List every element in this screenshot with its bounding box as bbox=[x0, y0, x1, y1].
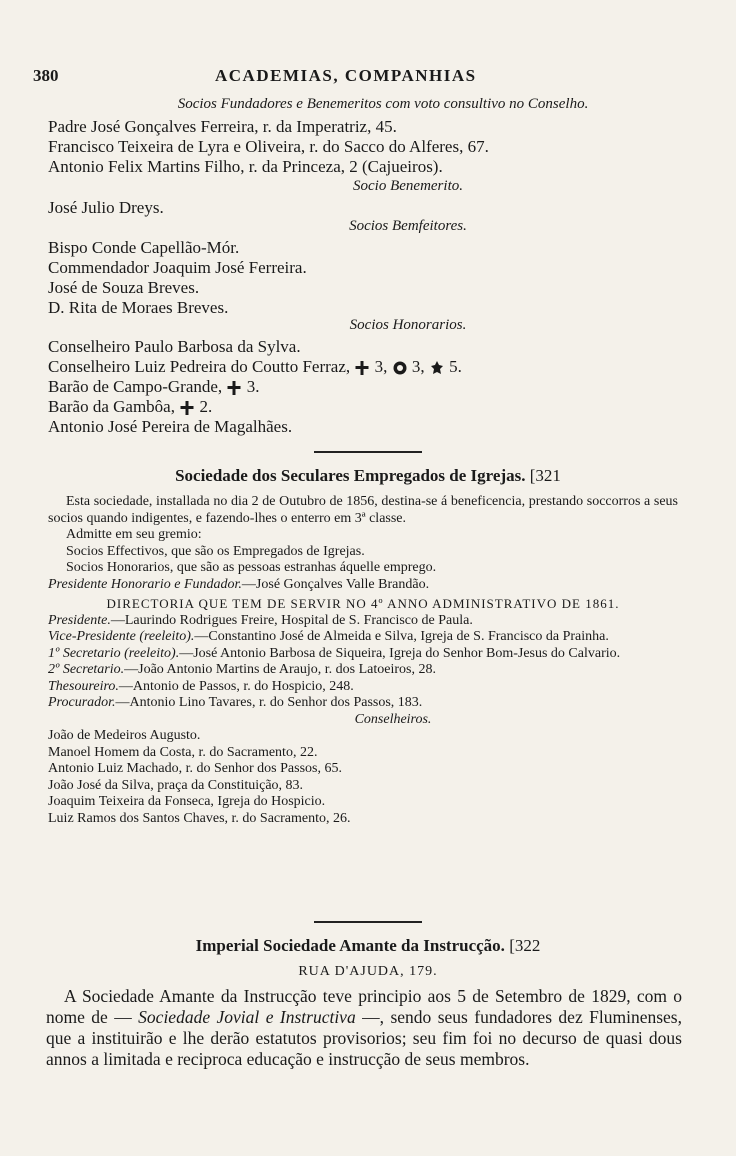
role-holder: —José Antonio Barbosa de Siqueira, Igreja do Senhor Bom-Jesus do Calvario. bbox=[179, 645, 621, 661]
conselheiros-heading: Conselheiros. bbox=[354, 711, 432, 727]
running-title: ACADEMIAS, COMPANHIAS bbox=[215, 66, 477, 85]
role-holder: —Laurindo Rodrigues Freire, Hospital de S. Francisco de Paula. bbox=[110, 612, 473, 628]
society-description bbox=[48, 494, 678, 827]
role-label: Presidente. bbox=[48, 612, 111, 628]
entry-ref: [321 bbox=[529, 466, 561, 485]
role-holder: —Antonio de Passos, r. do Hospicio, 248. bbox=[118, 678, 354, 694]
bemfeitores-list bbox=[48, 238, 307, 318]
list-item: Luiz Ramos dos Santos Chaves, r. do Sacramento, 26. bbox=[48, 810, 351, 826]
list-item: Francisco Teixeira de Lyra e Oliveira, r. do Sacco do Alferes, 67. bbox=[48, 137, 489, 156]
body-text: A Sociedade Amante da Instrucção teve principio aos 5 de Setembro de 1829, com o nome de — bbox=[46, 986, 682, 1027]
body-text: —, sendo seus fundadores dez Fluminenses, que a instituirão e lhe derão estatutos provisorios; seu fim foi no decurso de quasi dous annos a limitada e reciproca educação e instrucção de seus membros. bbox=[46, 1007, 682, 1069]
section-title bbox=[0, 466, 736, 486]
list-item bbox=[48, 357, 462, 377]
society-history bbox=[46, 986, 682, 1070]
role-label: 2º Secretario. bbox=[48, 662, 125, 677]
order-cross-icon bbox=[179, 400, 195, 416]
honorarios-line: Socios Honorarios, que são as pessoas estranhas áquelle emprego. bbox=[66, 560, 437, 575]
intro-paragraph: Esta sociedade, installada no dia 2 de Outubro de 1856, destina-se á beneficencia, prestando soccorros a seus socios quando indigentes, e fazendo-lhes o enterro em 3ª classe. bbox=[48, 494, 678, 526]
decoration-grade: 3. bbox=[246, 377, 260, 396]
officer-entry bbox=[48, 679, 678, 696]
list-item: Antonio Luiz Machado, r. do Senhor dos Passos, 65. bbox=[48, 761, 342, 776]
order-star-icon bbox=[392, 360, 408, 376]
role-label: 1º Secretario (reeleito). bbox=[48, 645, 180, 661]
list-item: Commendador Joaquim José Ferreira. bbox=[48, 258, 307, 277]
order-cross-icon bbox=[354, 360, 370, 376]
founders-list bbox=[48, 117, 489, 177]
benemerito-list bbox=[48, 198, 164, 218]
list-item: José de Souza Breves. bbox=[48, 278, 200, 297]
directoria-heading: DIRECTORIA QUE TEM DE SERVIR NO 4º ANNO ADMINISTRATIVO DE 1861. bbox=[106, 596, 620, 611]
list-item bbox=[48, 377, 462, 397]
society-address: RUA D'AJUDA, 179. bbox=[298, 964, 438, 979]
role-holder: —José Gonçalves Valle Brandão. bbox=[241, 576, 430, 592]
list-item: Conselheiro Paulo Barbosa da Sylva. bbox=[48, 337, 301, 356]
decoration-grade: 3, bbox=[374, 357, 388, 376]
presidente-honorario bbox=[48, 577, 678, 594]
role-label: Procurador. bbox=[48, 695, 116, 710]
list-item: José Julio Dreys. bbox=[48, 198, 164, 217]
list-item: João de Medeiros Augusto. bbox=[48, 728, 201, 743]
honorarios-heading: Socios Honorarios. bbox=[349, 317, 467, 333]
society-name: Sociedade dos Seculares Empregados de Igrejas. bbox=[175, 466, 526, 485]
decoration-grade: 3, bbox=[411, 357, 425, 376]
role-holder: —Constantino José de Almeida e Silva, Igreja de S. Francisco da Prainha. bbox=[194, 629, 609, 644]
honorarios-list bbox=[48, 337, 462, 437]
efectivos-line: Socios Effectivos, que são os Empregados de Igrejas. bbox=[66, 543, 365, 559]
officer-entry bbox=[48, 613, 678, 630]
list-item: Manoel Homem da Costa, r. do Sacramento, 22. bbox=[48, 744, 318, 760]
benemerito-heading: Socio Benemerito. bbox=[353, 178, 463, 194]
order-rose-icon bbox=[429, 360, 445, 376]
list-item: Antonio José Pereira de Magalhães. bbox=[48, 417, 293, 436]
list-item: Padre José Gonçalves Ferreira, r. da Imperatriz, 45. bbox=[48, 117, 397, 136]
list-item: João José da Silva, praça da Constituição, 83. bbox=[48, 777, 304, 793]
section-divider bbox=[314, 451, 422, 453]
section-title bbox=[0, 936, 736, 956]
officer-entry bbox=[48, 662, 678, 679]
honorario-name: Barão da Gambôa, bbox=[48, 397, 175, 416]
decoration-grade: 2. bbox=[199, 397, 213, 416]
honorario-name: Barão de Campo-Grande, bbox=[48, 377, 223, 396]
entry-ref: [322 bbox=[509, 936, 541, 955]
list-item: Antonio Felix Martins Filho, r. da Princeza, 2 (Cajueiros). bbox=[48, 157, 443, 176]
list-item bbox=[48, 397, 462, 417]
officer-entry bbox=[48, 695, 678, 712]
list-item: Bispo Conde Capellão-Mór. bbox=[48, 238, 240, 257]
admitte-line: Admitte em seu gremio: bbox=[66, 527, 202, 542]
society-name: Imperial Sociedade Amante da Instrucção. bbox=[195, 936, 505, 955]
founders-heading: Socios Fundadores e Benemeritos com voto consultivo no Conselho. bbox=[177, 96, 589, 112]
officer-entry bbox=[48, 646, 678, 663]
original-name: Sociedade Jovial e Instructiva bbox=[138, 1007, 356, 1027]
role-holder: —Antonio Lino Tavares, r. do Senhor dos Passos, 183. bbox=[115, 695, 423, 710]
bemfeitores-heading: Socios Bemfeitores. bbox=[349, 218, 467, 234]
list-item: D. Rita de Moraes Breves. bbox=[48, 298, 229, 317]
list-item: Joaquim Teixeira da Fonseca, Igreja do Hospicio. bbox=[48, 794, 326, 809]
honorario-name: Conselheiro Luiz Pedreira do Coutto Ferraz, bbox=[48, 357, 351, 376]
section-divider bbox=[314, 921, 422, 923]
officer-entry bbox=[48, 629, 678, 646]
order-cross-icon bbox=[226, 380, 242, 396]
role-holder: —João Antonio Martins de Araujo, r. dos Latoeiros, 28. bbox=[124, 662, 436, 677]
role-label: Vice-Presidente (reeleito). bbox=[48, 629, 195, 644]
decoration-grade: 5. bbox=[449, 357, 462, 376]
page-number: 380 bbox=[33, 66, 59, 85]
role-label: Presidente Honorario e Fundador. bbox=[48, 576, 242, 592]
role-label: Thesoureiro. bbox=[48, 678, 119, 694]
